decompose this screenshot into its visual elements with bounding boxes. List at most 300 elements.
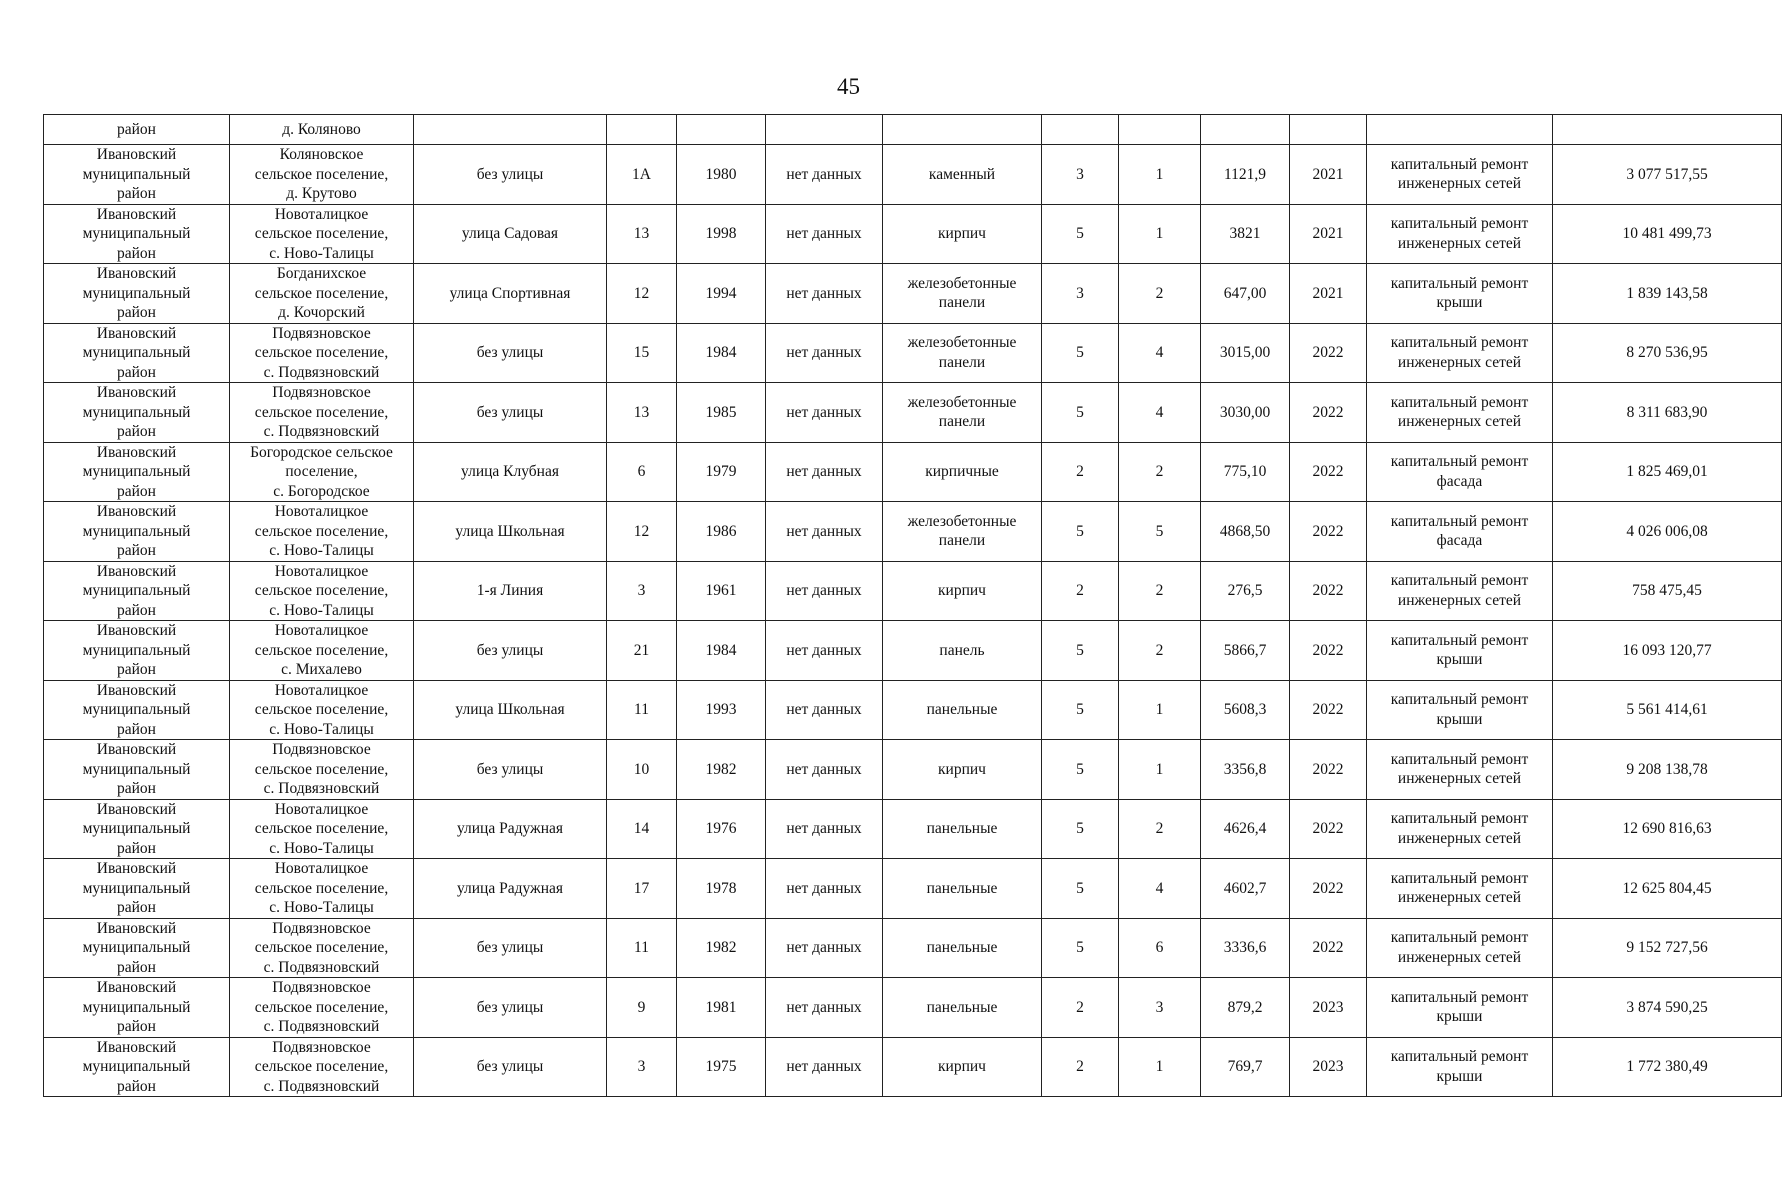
cell-floors: 5 [1042, 859, 1119, 919]
cell-cost: 9 152 727,56 [1553, 918, 1782, 978]
cell-work-type-line: капитальный ремонт [1390, 512, 1529, 530]
cell-wall-material-line: панели [938, 413, 986, 431]
cell-wall-material-line: каменный [928, 165, 996, 183]
cell-plan-year [1290, 115, 1367, 145]
cell-floors: 5 [1042, 740, 1119, 800]
cell-settlement-line: Новоталицкое [274, 205, 369, 223]
cell-settlement-line: сельское поселение, [254, 225, 389, 242]
cell-settlement-line: сельское поселение, [254, 701, 389, 718]
cell-settlement [230, 1037, 414, 1097]
cell-entrances: 6 [1119, 918, 1201, 978]
cell-settlement [230, 264, 414, 324]
cell-district-line: Ивановский [96, 800, 177, 818]
cell-entrances: 1 [1119, 204, 1201, 264]
table-row [44, 442, 1782, 502]
cell-year-built [677, 115, 766, 145]
cell-street: улица Радужная [414, 799, 607, 859]
cell-cost: 5 561 414,61 [1553, 680, 1782, 740]
cell-district [44, 561, 230, 621]
cell-settlement-line: Коляновское [279, 146, 364, 163]
cell-entrances: 1 [1119, 740, 1201, 800]
cell-settlement [230, 621, 414, 681]
cell-year-built: 1975 [677, 1037, 766, 1097]
cell-settlement: д. Коляново [230, 115, 414, 145]
cell-cost: 16 093 120,77 [1553, 621, 1782, 681]
cell-house: 3 [607, 1037, 677, 1097]
cell-cost: 3 874 590,25 [1553, 978, 1782, 1038]
cell-settlement-line: с. Ново-Талицы [269, 720, 374, 738]
cell-work-type [1367, 264, 1553, 324]
cell-district-line: район [117, 899, 156, 916]
cell-settlement-line: сельское поселение, [254, 998, 389, 1016]
cell-wall-material-line: панельные [926, 879, 998, 897]
cell-settlement-line: Новоталицкое [274, 681, 369, 699]
cell-district-line: Ивановский [96, 503, 177, 520]
cell-settlement-line: с. Ново-Талицы [269, 899, 374, 916]
cell-area: 769,7 [1201, 1037, 1290, 1097]
cell-settlement [230, 799, 414, 859]
cell-settlement-line: Подвязновское [272, 1038, 371, 1056]
cell-wall-material [883, 264, 1042, 324]
cell-district-line: Ивановский [96, 384, 177, 401]
cell-plan-year: 2023 [1290, 1037, 1367, 1097]
cell-district-line: муниципальный [82, 701, 191, 718]
cell-year-built: 1982 [677, 918, 766, 978]
table-row [44, 115, 1782, 145]
cell-entrances: 1 [1119, 680, 1201, 740]
cell-area: 647,00 [1201, 264, 1290, 324]
cell-street: без улицы [414, 740, 607, 800]
cell-settlement-line: с. Подвязновский [263, 423, 380, 440]
cell-work-type-line: капитальный ремонт [1390, 750, 1529, 768]
table-body [44, 115, 1782, 1097]
cell-settlement-line: Богородское сельское [250, 443, 393, 461]
cell-area: 5866,7 [1201, 621, 1290, 681]
cell-settlement-line: с. Подвязновский [263, 1077, 380, 1095]
cell-settlement-line: сельское поселение, [254, 1058, 389, 1075]
cell-floors: 5 [1042, 383, 1119, 443]
cell-area: 1121,9 [1201, 145, 1290, 205]
cell-floors: 5 [1042, 502, 1119, 562]
cell-district [44, 978, 230, 1038]
cell-wall-material-line: панельные [926, 701, 998, 718]
cell-wall-material-line: кирпич [938, 225, 986, 242]
cell-district-line: район [117, 958, 156, 976]
cell-wall-material [883, 561, 1042, 621]
cell-wall-material [883, 502, 1042, 562]
cell-district [44, 383, 230, 443]
cell-street: улица Спортивная [414, 264, 607, 324]
cell-work-type-line: капитальный ремонт [1390, 988, 1529, 1006]
page-number: 45 [837, 74, 860, 99]
cell-year-privatization: нет данных [766, 621, 883, 681]
table-row [44, 561, 1782, 621]
cell-settlement-line: сельское поселение, [254, 939, 389, 956]
cell-entrances: 2 [1119, 442, 1201, 502]
cell-settlement [230, 323, 414, 383]
cell-entrances [1119, 115, 1201, 145]
cell-district-line: район [117, 780, 156, 797]
cell-area: 3336,6 [1201, 918, 1290, 978]
cell-settlement-line: сельское поселение, [254, 641, 389, 659]
cell-wall-material [883, 918, 1042, 978]
cell-wall-material-line: панели [938, 353, 986, 371]
cell-floors: 2 [1042, 561, 1119, 621]
cell-house: 12 [607, 264, 677, 324]
cell-work-type-line: инженерных сетей [1397, 770, 1522, 788]
cell-entrances: 1 [1119, 145, 1201, 205]
cell-district-line: муниципальный [82, 939, 191, 956]
cell-cost: 9 208 138,78 [1553, 740, 1782, 800]
cell-street: улица Школьная [414, 502, 607, 562]
cell-work-type-line: инженерных сетей [1397, 591, 1522, 609]
cell-plan-year: 2022 [1290, 799, 1367, 859]
cell-work-type [1367, 323, 1553, 383]
cell-settlement-line: сельское поселение, [254, 344, 389, 361]
cell-entrances: 4 [1119, 859, 1201, 919]
cell-district-line: Ивановский [96, 146, 177, 163]
cell-settlement-line: с. Ново-Талицы [269, 839, 374, 857]
cell-street: улица Клубная [414, 442, 607, 502]
cell-year-built: 1976 [677, 799, 766, 859]
cell-cost: 758 475,45 [1553, 561, 1782, 621]
cell-year-built: 1985 [677, 383, 766, 443]
cell-district [44, 323, 230, 383]
cell-wall-material [883, 859, 1042, 919]
cell-settlement-line: Новоталицкое [274, 503, 369, 520]
cell-wall-material [883, 442, 1042, 502]
cell-wall-material-line: кирпич [938, 1058, 986, 1075]
cell-district-line: Ивановский [96, 265, 177, 282]
cell-cost: 4 026 006,08 [1553, 502, 1782, 562]
cell-work-type-line: крыши [1436, 1067, 1483, 1085]
cell-year-privatization: нет данных [766, 799, 883, 859]
cell-year-privatization: нет данных [766, 383, 883, 443]
cell-house: 12 [607, 502, 677, 562]
cell-area: 3015,00 [1201, 323, 1290, 383]
cell-year-built: 1980 [677, 145, 766, 205]
cell-work-type-line: капитальный ремонт [1390, 691, 1529, 709]
cell-house: 6 [607, 442, 677, 502]
cell-wall-material-line: панели [938, 532, 986, 550]
cell-street: без улицы [414, 145, 607, 205]
cell-floors: 5 [1042, 918, 1119, 978]
cell-district-line: район [117, 661, 156, 678]
cell-wall-material [883, 680, 1042, 740]
cell-settlement-line: д. Кочорский [278, 304, 365, 321]
cell-district: район [44, 115, 230, 145]
cell-wall-material-line: панельные [926, 998, 998, 1016]
cell-district-line: район [117, 185, 156, 202]
cell-house: 15 [607, 323, 677, 383]
cell-wall-material-line: панель [939, 641, 985, 659]
cell-wall-material-line: панельные [926, 939, 998, 956]
cell-settlement [230, 442, 414, 502]
cell-wall-material [883, 323, 1042, 383]
cell-area: 3356,8 [1201, 740, 1290, 800]
cell-house: 13 [607, 383, 677, 443]
cell-district [44, 204, 230, 264]
cell-district-line: муниципальный [82, 284, 191, 302]
cell-wall-material-line: железобетонные [907, 334, 1017, 352]
cell-district-line: Ивановский [96, 324, 177, 342]
cell-area: 879,2 [1201, 978, 1290, 1038]
cell-settlement-line: Подвязновское [272, 741, 371, 758]
cell-plan-year: 2022 [1290, 502, 1367, 562]
cell-area [1201, 115, 1290, 145]
cell-area: 3821 [1201, 204, 1290, 264]
cell-work-type-line: крыши [1436, 710, 1483, 728]
cell-cost: 1 772 380,49 [1553, 1037, 1782, 1097]
cell-settlement-line: с. Богородское [273, 482, 370, 500]
cell-work-type-line: крыши [1436, 1008, 1483, 1026]
cell-cost: 12 690 816,63 [1553, 799, 1782, 859]
cell-work-type-line: капитальный ремонт [1390, 334, 1529, 352]
cell-wall-material [883, 1037, 1042, 1097]
cell-district-line: Ивановский [96, 1038, 177, 1056]
cell-house: 11 [607, 680, 677, 740]
cell-work-type [1367, 680, 1553, 740]
cell-district [44, 740, 230, 800]
cell-entrances: 5 [1119, 502, 1201, 562]
table-row [44, 978, 1782, 1038]
table-row [44, 323, 1782, 383]
cell-wall-material-line: железобетонные [907, 274, 1017, 292]
cell-district-line: муниципальный [82, 225, 191, 242]
cell-settlement-line: сельское поселение, [254, 760, 389, 778]
cell-district [44, 442, 230, 502]
cell-district-line: муниципальный [82, 879, 191, 897]
cell-plan-year: 2023 [1290, 978, 1367, 1038]
cell-settlement-line: с. Михалево [281, 661, 362, 678]
cell-entrances: 4 [1119, 323, 1201, 383]
cell-settlement-line: сельское поселение, [254, 522, 389, 540]
table-row [44, 502, 1782, 562]
cell-floors: 5 [1042, 621, 1119, 681]
cell-wall-material [883, 204, 1042, 264]
cell-settlement-line: Новоталицкое [274, 562, 369, 580]
cell-year-built: 1961 [677, 561, 766, 621]
cell-settlement-line: сельское поселение, [254, 820, 389, 837]
table-row [44, 1037, 1782, 1097]
cell-district-line: район [117, 363, 156, 381]
cell-district-line: Ивановский [96, 979, 177, 996]
cell-year-built: 1986 [677, 502, 766, 562]
cell-entrances: 2 [1119, 621, 1201, 681]
cell-wall-material-line: панельные [926, 820, 998, 837]
cell-year-built: 1994 [677, 264, 766, 324]
cell-plan-year: 2022 [1290, 918, 1367, 978]
cell-floors [1042, 115, 1119, 145]
cell-year-privatization: нет данных [766, 145, 883, 205]
cell-work-type [1367, 145, 1553, 205]
cell-street: улица Радужная [414, 859, 607, 919]
cell-settlement-line: Новоталицкое [274, 800, 369, 818]
cell-floors: 5 [1042, 680, 1119, 740]
cell-work-type [1367, 621, 1553, 681]
cell-work-type-line: инженерных сетей [1397, 234, 1522, 252]
cell-district [44, 621, 230, 681]
cell-district-line: Ивановский [96, 681, 177, 699]
cell-floors: 3 [1042, 264, 1119, 324]
cell-work-type-line: крыши [1436, 651, 1483, 669]
cell-settlement-line: д. Крутово [286, 185, 357, 202]
cell-settlement [230, 978, 414, 1038]
cell-district [44, 264, 230, 324]
cell-work-type-line: инженерных сетей [1397, 175, 1522, 193]
cell-work-type [1367, 383, 1553, 443]
cell-floors: 2 [1042, 1037, 1119, 1097]
table-row [44, 264, 1782, 324]
cell-work-type-line: капитальный ремонт [1390, 572, 1529, 590]
cell-street: без улицы [414, 621, 607, 681]
cell-year-privatization: нет данных [766, 502, 883, 562]
table-row [44, 204, 1782, 264]
cell-work-type-line: капитальный ремонт [1390, 810, 1529, 828]
cell-work-type-line: капитальный ремонт [1390, 1048, 1529, 1066]
cell-district-line: Ивановский [96, 860, 177, 877]
cell-year-privatization [766, 115, 883, 145]
cell-wall-material [883, 145, 1042, 205]
cell-house: 3 [607, 561, 677, 621]
cell-district-line: Ивановский [96, 562, 177, 580]
cell-settlement-line: Подвязновское [272, 324, 371, 342]
cell-settlement-line: с. Ново-Талицы [269, 601, 374, 619]
cell-plan-year: 2022 [1290, 561, 1367, 621]
cell-district-line: Ивановский [96, 741, 177, 758]
table-row [44, 859, 1782, 919]
cell-work-type [1367, 561, 1553, 621]
cell-settlement-line: с. Подвязновский [263, 780, 380, 797]
cell-street [414, 115, 607, 145]
cell-house: 1А [607, 145, 677, 205]
cell-settlement [230, 918, 414, 978]
cell-house [607, 115, 677, 145]
cell-work-type-line: инженерных сетей [1397, 353, 1522, 371]
cell-district-line: район [117, 423, 156, 440]
cell-district [44, 680, 230, 740]
cell-house: 11 [607, 918, 677, 978]
cell-settlement [230, 383, 414, 443]
cell-wall-material [883, 383, 1042, 443]
cell-settlement-line: с. Ново-Талицы [269, 542, 374, 559]
cell-work-type-line: инженерных сетей [1397, 829, 1522, 847]
cell-plan-year: 2021 [1290, 264, 1367, 324]
table-row [44, 145, 1782, 205]
cell-year-privatization: нет данных [766, 978, 883, 1038]
cell-district-line: муниципальный [82, 998, 191, 1016]
cell-settlement-line: сельское поселение, [254, 284, 389, 302]
cell-district-line: район [117, 720, 156, 738]
cell-district-line: муниципальный [82, 641, 191, 659]
cell-settlement-line: с. Подвязновский [263, 1018, 380, 1035]
cell-work-type-line: инженерных сетей [1397, 413, 1522, 431]
cell-year-built: 1981 [677, 978, 766, 1038]
cell-settlement-line: с. Ново-Талицы [269, 244, 374, 262]
cell-plan-year: 2021 [1290, 145, 1367, 205]
cell-district [44, 502, 230, 562]
table-row [44, 383, 1782, 443]
cell-district-line: муниципальный [82, 760, 191, 778]
cell-year-privatization: нет данных [766, 1037, 883, 1097]
cell-cost: 1 825 469,01 [1553, 442, 1782, 502]
cell-plan-year: 2022 [1290, 680, 1367, 740]
cell-settlement-line: сельское поселение, [254, 582, 389, 599]
cell-work-type [1367, 115, 1553, 145]
cell-district-line: муниципальный [82, 463, 191, 480]
cell-work-type-line: фасада [1436, 472, 1483, 490]
cell-district-line: муниципальный [82, 403, 191, 421]
cell-work-type [1367, 918, 1553, 978]
cell-plan-year: 2021 [1290, 204, 1367, 264]
cell-settlement-line: Подвязновское [272, 979, 371, 996]
cell-settlement [230, 502, 414, 562]
cell-district [44, 859, 230, 919]
cell-entrances: 2 [1119, 561, 1201, 621]
cell-street: улица Садовая [414, 204, 607, 264]
cell-street: без улицы [414, 1037, 607, 1097]
cell-year-privatization: нет данных [766, 740, 883, 800]
cell-year-built: 1978 [677, 859, 766, 919]
cell-street: без улицы [414, 323, 607, 383]
cell-plan-year: 2022 [1290, 859, 1367, 919]
cell-district [44, 1037, 230, 1097]
cell-year-privatization: нет данных [766, 442, 883, 502]
cell-year-built: 1982 [677, 740, 766, 800]
cell-settlement-line: Новоталицкое [274, 622, 369, 639]
cell-cost: 8 270 536,95 [1553, 323, 1782, 383]
cell-district-line: Ивановский [96, 205, 177, 223]
cell-work-type-line: капитальный ремонт [1390, 274, 1529, 292]
cell-work-type-line: капитальный ремонт [1390, 929, 1529, 947]
cell-house: 9 [607, 978, 677, 1038]
cell-settlement-line: Богданихское [276, 265, 367, 282]
cell-settlement-line: Подвязновское [272, 384, 371, 401]
cell-year-built: 1993 [677, 680, 766, 740]
cell-year-privatization: нет данных [766, 204, 883, 264]
cell-work-type-line: крыши [1436, 294, 1483, 312]
cell-street: без улицы [414, 978, 607, 1038]
cell-settlement-line: Новоталицкое [274, 860, 369, 877]
cell-wall-material [883, 621, 1042, 681]
cell-work-type-line: инженерных сетей [1397, 889, 1522, 907]
cell-work-type-line: капитальный ремонт [1390, 869, 1529, 887]
cell-settlement-line: с. Подвязновский [263, 363, 380, 381]
table-row [44, 799, 1782, 859]
cell-district-line: муниципальный [82, 820, 191, 837]
cell-floors: 5 [1042, 204, 1119, 264]
table-row [44, 680, 1782, 740]
cell-settlement [230, 561, 414, 621]
cell-entrances: 2 [1119, 799, 1201, 859]
cell-cost [1553, 115, 1782, 145]
cell-wall-material [883, 799, 1042, 859]
cell-plan-year: 2022 [1290, 740, 1367, 800]
cell-year-privatization: нет данных [766, 918, 883, 978]
cell-work-type-line: капитальный ремонт [1390, 393, 1529, 411]
cell-area: 4868,50 [1201, 502, 1290, 562]
cell-district-line: Ивановский [96, 443, 177, 461]
cell-plan-year: 2022 [1290, 323, 1367, 383]
cell-work-type-line: инженерных сетей [1397, 948, 1522, 966]
cell-plan-year: 2022 [1290, 383, 1367, 443]
cell-floors: 3 [1042, 145, 1119, 205]
cell-floors: 2 [1042, 442, 1119, 502]
cell-district-line: муниципальный [82, 522, 191, 540]
cell-wall-material [883, 740, 1042, 800]
table-row [44, 621, 1782, 681]
cell-settlement [230, 859, 414, 919]
